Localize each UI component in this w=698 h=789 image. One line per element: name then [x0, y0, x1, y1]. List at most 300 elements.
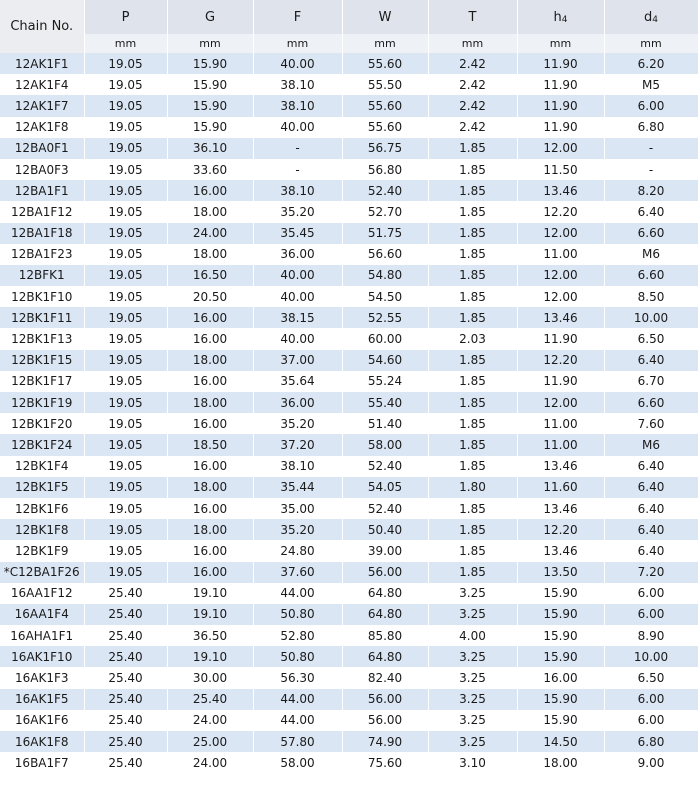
table-cell: 6.80 — [604, 731, 698, 752]
table-cell: 16.00 — [167, 413, 253, 434]
table-cell: 14.50 — [517, 731, 604, 752]
table-cell: 19.05 — [84, 159, 167, 180]
table-cell: 55.60 — [342, 95, 428, 116]
chain-no-cell: 12AK1F7 — [0, 95, 84, 116]
table-cell: 38.10 — [253, 74, 342, 95]
table-row — [0, 328, 698, 349]
table-cell: 11.00 — [517, 413, 604, 434]
chain-no-cell: 16AK1F6 — [0, 710, 84, 731]
table-cell: 55.40 — [342, 392, 428, 413]
table-cell: 35.45 — [253, 223, 342, 244]
table-cell: 9.00 — [604, 752, 698, 773]
column-header — [604, 0, 698, 34]
table-cell: 19.05 — [84, 456, 167, 477]
table-row — [0, 667, 698, 688]
table-cell: 1.85 — [428, 244, 517, 265]
chain-no-cell: 12BK1F15 — [0, 350, 84, 371]
table-row — [0, 201, 698, 222]
table-cell: 75.60 — [342, 752, 428, 773]
chain-no-cell: 12BK1F8 — [0, 519, 84, 540]
table-cell: 8.50 — [604, 286, 698, 307]
chain-no-cell: 12BK1F9 — [0, 540, 84, 561]
table-cell: 56.80 — [342, 159, 428, 180]
table-cell: 38.10 — [253, 456, 342, 477]
table-cell: 19.10 — [167, 646, 253, 667]
table-cell: 6.70 — [604, 371, 698, 392]
table-row — [0, 731, 698, 752]
table-cell: 25.40 — [84, 646, 167, 667]
table-cell: 3.25 — [428, 731, 517, 752]
column-label: F — [293, 9, 302, 25]
table-cell: 52.40 — [342, 498, 428, 519]
table-cell: 35.20 — [253, 413, 342, 434]
table-cell: 1.85 — [428, 371, 517, 392]
table-cell: 35.20 — [253, 201, 342, 222]
table-cell: 2.42 — [428, 117, 517, 138]
table-cell: 19.05 — [84, 201, 167, 222]
column-header — [253, 0, 342, 34]
table-cell: 7.20 — [604, 562, 698, 583]
table-cell: 6.50 — [604, 328, 698, 349]
table-row — [0, 244, 698, 265]
table-cell: 18.50 — [167, 434, 253, 455]
chain-no-cell: 16AK1F8 — [0, 731, 84, 752]
table-row — [0, 604, 698, 625]
table-cell: 1.80 — [428, 477, 517, 498]
table-cell: 3.25 — [428, 667, 517, 688]
table-cell: 50.80 — [253, 604, 342, 625]
table-cell: 25.00 — [167, 731, 253, 752]
table-cell: 19.05 — [84, 117, 167, 138]
table-cell: 6.00 — [604, 689, 698, 710]
table-row — [0, 223, 698, 244]
table-cell: 19.05 — [84, 498, 167, 519]
chain-no-cell: 12BK1F20 — [0, 413, 84, 434]
table-row — [0, 117, 698, 138]
table-cell: 58.00 — [253, 752, 342, 773]
column-unit: mm — [342, 34, 428, 53]
column-header — [517, 0, 604, 34]
table-cell: 3.25 — [428, 710, 517, 731]
table-cell: 1.85 — [428, 434, 517, 455]
table-row — [0, 371, 698, 392]
table-cell: 44.00 — [253, 710, 342, 731]
table-cell: 13.46 — [517, 307, 604, 328]
table-cell: 12.20 — [517, 519, 604, 540]
table-cell: M5 — [604, 74, 698, 95]
table-cell: 13.46 — [517, 540, 604, 561]
table-cell: 51.40 — [342, 413, 428, 434]
table-cell: 13.50 — [517, 562, 604, 583]
table-cell: 58.00 — [342, 434, 428, 455]
chain-no-cell: 12BA0F1 — [0, 138, 84, 159]
chain-no-cell: 12BK1F17 — [0, 371, 84, 392]
table-cell: 12.00 — [517, 265, 604, 286]
table-cell: 85.80 — [342, 625, 428, 646]
table-cell: 8.90 — [604, 625, 698, 646]
column-unit: mm — [167, 34, 253, 53]
table-cell: 11.90 — [517, 53, 604, 74]
chain-no-cell: 16BA1F7 — [0, 752, 84, 773]
table-cell: 25.40 — [84, 583, 167, 604]
table-cell: - — [604, 138, 698, 159]
table-cell: 56.00 — [342, 562, 428, 583]
table-cell: - — [604, 159, 698, 180]
table-cell: 6.40 — [604, 477, 698, 498]
table-cell: 40.00 — [253, 328, 342, 349]
table-cell: 16.00 — [167, 540, 253, 561]
table-cell: 6.00 — [604, 710, 698, 731]
table-cell: 16.00 — [517, 667, 604, 688]
column-header — [428, 0, 517, 34]
table-cell: 1.85 — [428, 456, 517, 477]
table-cell: 1.85 — [428, 413, 517, 434]
table-cell: 6.20 — [604, 53, 698, 74]
column-label: h — [553, 9, 562, 25]
chain-no-cell: 16AA1F12 — [0, 583, 84, 604]
table-row — [0, 434, 698, 455]
chain-no-cell: 16AK1F5 — [0, 689, 84, 710]
table-cell: 6.40 — [604, 540, 698, 561]
table-cell: 11.90 — [517, 74, 604, 95]
table-cell: 16.00 — [167, 498, 253, 519]
table-cell: 24.80 — [253, 540, 342, 561]
table-cell: 2.42 — [428, 53, 517, 74]
table-cell: 55.24 — [342, 371, 428, 392]
table-cell: 6.00 — [604, 95, 698, 116]
table-row — [0, 286, 698, 307]
table-cell: 25.40 — [167, 689, 253, 710]
table-cell: 1.85 — [428, 307, 517, 328]
table-cell: 55.50 — [342, 74, 428, 95]
table-cell: 11.90 — [517, 371, 604, 392]
table-row — [0, 583, 698, 604]
table-row — [0, 392, 698, 413]
column-label: d — [644, 9, 653, 25]
table-cell: 19.05 — [84, 223, 167, 244]
table-cell: 50.80 — [253, 646, 342, 667]
column-unit: mm — [428, 34, 517, 53]
table-cell: 11.60 — [517, 477, 604, 498]
table-cell: 19.05 — [84, 519, 167, 540]
table-cell: 11.50 — [517, 159, 604, 180]
table-row — [0, 413, 698, 434]
table-row — [0, 265, 698, 286]
chain-no-cell: 16AHA1F1 — [0, 625, 84, 646]
table-cell: 39.00 — [342, 540, 428, 561]
table-cell: 11.90 — [517, 95, 604, 116]
table-cell: M6 — [604, 244, 698, 265]
column-label-subscript: 4 — [652, 14, 658, 25]
table-cell: 18.00 — [167, 477, 253, 498]
table-cell: 16.00 — [167, 328, 253, 349]
table-cell: 6.00 — [604, 583, 698, 604]
table-row — [0, 180, 698, 201]
table-cell: 56.00 — [342, 689, 428, 710]
table-cell: 52.40 — [342, 456, 428, 477]
table-body — [0, 53, 698, 773]
table-cell: 52.40 — [342, 180, 428, 201]
table-cell: 13.46 — [517, 498, 604, 519]
chain-no-cell: 12BA0F3 — [0, 159, 84, 180]
chain-no-cell: 12BK1F24 — [0, 434, 84, 455]
chain-no-cell: 12BA1F23 — [0, 244, 84, 265]
table-cell: 36.00 — [253, 392, 342, 413]
column-header — [342, 0, 428, 34]
table-cell: 56.60 — [342, 244, 428, 265]
table-row — [0, 752, 698, 773]
table-cell: 6.40 — [604, 456, 698, 477]
table-cell: 12.00 — [517, 392, 604, 413]
column-unit: mm — [517, 34, 604, 53]
table-cell: 16.00 — [167, 562, 253, 583]
chain-no-cell: 12BA1F18 — [0, 223, 84, 244]
table-cell: 3.25 — [428, 689, 517, 710]
table-cell: 12.20 — [517, 350, 604, 371]
table-cell: 19.05 — [84, 307, 167, 328]
table-cell: 54.50 — [342, 286, 428, 307]
table-cell: 3.25 — [428, 646, 517, 667]
table-cell: 10.00 — [604, 307, 698, 328]
table-cell: 6.60 — [604, 392, 698, 413]
table-row — [0, 540, 698, 561]
table-cell: 10.00 — [604, 646, 698, 667]
table-row — [0, 307, 698, 328]
table-cell: 25.40 — [84, 604, 167, 625]
table-cell: 19.05 — [84, 74, 167, 95]
table-cell: 55.60 — [342, 117, 428, 138]
column-unit: mm — [253, 34, 342, 53]
chain-no-cell: 12BK1F19 — [0, 392, 84, 413]
table-cell: 1.85 — [428, 138, 517, 159]
table-cell: 2.03 — [428, 328, 517, 349]
table-cell: 50.40 — [342, 519, 428, 540]
table-cell: 20.50 — [167, 286, 253, 307]
table-cell: 2.42 — [428, 74, 517, 95]
table-cell: 1.85 — [428, 540, 517, 561]
chain-no-cell: 12BK1F10 — [0, 286, 84, 307]
table-cell: 19.05 — [84, 350, 167, 371]
table-cell: 19.05 — [84, 413, 167, 434]
table-cell: 54.80 — [342, 265, 428, 286]
table-cell: 56.00 — [342, 710, 428, 731]
table-cell: 44.00 — [253, 583, 342, 604]
chain-no-header: Chain No. — [0, 0, 84, 53]
table-cell: 25.40 — [84, 667, 167, 688]
table-cell: 2.42 — [428, 95, 517, 116]
table-cell: 56.30 — [253, 667, 342, 688]
table-cell: 15.90 — [517, 646, 604, 667]
table-cell: 6.40 — [604, 519, 698, 540]
table-cell: 1.85 — [428, 223, 517, 244]
table-cell: 6.40 — [604, 201, 698, 222]
table-row — [0, 646, 698, 667]
chain-no-cell: 12BK1F13 — [0, 328, 84, 349]
table-row — [0, 710, 698, 731]
table-cell: 18.00 — [517, 752, 604, 773]
table-cell: 19.05 — [84, 138, 167, 159]
table-cell: 18.00 — [167, 392, 253, 413]
chain-no-cell: 12BK1F4 — [0, 456, 84, 477]
table-cell: 82.40 — [342, 667, 428, 688]
table-cell: 1.85 — [428, 180, 517, 201]
chain-no-cell: 12AK1F8 — [0, 117, 84, 138]
table-cell: 19.10 — [167, 604, 253, 625]
table-cell: 57.80 — [253, 731, 342, 752]
table-cell: 25.40 — [84, 625, 167, 646]
chain-no-cell: 12BA1F12 — [0, 201, 84, 222]
table-row — [0, 456, 698, 477]
table-cell: 4.00 — [428, 625, 517, 646]
table-cell: 13.46 — [517, 456, 604, 477]
table-cell: 16.00 — [167, 307, 253, 328]
table-cell: 52.80 — [253, 625, 342, 646]
table-cell: 35.44 — [253, 477, 342, 498]
table-cell: 15.90 — [517, 604, 604, 625]
table-cell: 19.05 — [84, 477, 167, 498]
table-row — [0, 350, 698, 371]
table-cell: 19.05 — [84, 180, 167, 201]
table-cell: 35.64 — [253, 371, 342, 392]
table-cell: 18.00 — [167, 201, 253, 222]
table-cell: 1.85 — [428, 159, 517, 180]
table-cell: 38.15 — [253, 307, 342, 328]
table-cell: 11.90 — [517, 328, 604, 349]
table-row — [0, 498, 698, 519]
table-cell: 64.80 — [342, 583, 428, 604]
table-cell: 12.00 — [517, 223, 604, 244]
table-cell: 40.00 — [253, 117, 342, 138]
chain-no-cell: 16AK1F10 — [0, 646, 84, 667]
table-cell: 40.00 — [253, 265, 342, 286]
table-cell: 6.80 — [604, 117, 698, 138]
table-cell: 25.40 — [84, 731, 167, 752]
chain-no-cell: 12AK1F1 — [0, 53, 84, 74]
table-cell: 64.80 — [342, 604, 428, 625]
table-cell: 11.00 — [517, 244, 604, 265]
table-cell: 74.90 — [342, 731, 428, 752]
table-cell: M6 — [604, 434, 698, 455]
table-cell: 35.20 — [253, 519, 342, 540]
table-row — [0, 138, 698, 159]
table-cell: 6.40 — [604, 498, 698, 519]
table-cell: 6.00 — [604, 604, 698, 625]
table-cell: 19.05 — [84, 371, 167, 392]
table-row — [0, 53, 698, 74]
table-cell: 19.10 — [167, 583, 253, 604]
table-cell: 37.60 — [253, 562, 342, 583]
table-cell: 3.25 — [428, 583, 517, 604]
table-row — [0, 519, 698, 540]
table-cell: 38.10 — [253, 180, 342, 201]
table-cell: 18.00 — [167, 350, 253, 371]
table-cell: 18.00 — [167, 519, 253, 540]
table-cell: 54.60 — [342, 350, 428, 371]
table-cell: 52.55 — [342, 307, 428, 328]
table-cell: 19.05 — [84, 328, 167, 349]
column-label: G — [204, 9, 216, 25]
table-cell: 19.05 — [84, 265, 167, 286]
table-cell: 19.05 — [84, 53, 167, 74]
table-cell: 15.90 — [167, 53, 253, 74]
table-cell: 36.50 — [167, 625, 253, 646]
column-label: W — [378, 9, 392, 25]
table-cell: 15.90 — [517, 710, 604, 731]
table-cell: 40.00 — [253, 53, 342, 74]
table-cell: - — [253, 159, 342, 180]
column-label: P — [121, 9, 130, 25]
table-cell: 52.70 — [342, 201, 428, 222]
table-cell: 12.00 — [517, 138, 604, 159]
table-cell: 6.50 — [604, 667, 698, 688]
table-cell: 13.46 — [517, 180, 604, 201]
table-cell: 11.90 — [517, 117, 604, 138]
table-cell: 56.75 — [342, 138, 428, 159]
column-unit: mm — [84, 34, 167, 53]
table-cell: 12.00 — [517, 286, 604, 307]
table-cell: 19.05 — [84, 562, 167, 583]
table-cell: 25.40 — [84, 752, 167, 773]
table-cell: 15.90 — [517, 625, 604, 646]
table-cell: 1.85 — [428, 201, 517, 222]
table-cell: 1.85 — [428, 562, 517, 583]
table-cell: 15.90 — [167, 117, 253, 138]
table-cell: 30.00 — [167, 667, 253, 688]
chain-no-cell: 12BA1F1 — [0, 180, 84, 201]
table-cell: 11.00 — [517, 434, 604, 455]
table-cell: 6.60 — [604, 223, 698, 244]
table-cell: 1.85 — [428, 265, 517, 286]
table-cell: 19.05 — [84, 540, 167, 561]
table-cell: 25.40 — [84, 689, 167, 710]
column-label: T — [468, 9, 477, 25]
table-cell: 37.00 — [253, 350, 342, 371]
table-cell: 55.60 — [342, 53, 428, 74]
table-cell: 1.85 — [428, 392, 517, 413]
table-cell: 18.00 — [167, 244, 253, 265]
table-cell: 15.90 — [517, 583, 604, 604]
table-row — [0, 74, 698, 95]
table-cell: 24.00 — [167, 710, 253, 731]
table-cell: 1.85 — [428, 350, 517, 371]
table-cell: 15.90 — [167, 95, 253, 116]
table-cell: 44.00 — [253, 689, 342, 710]
table-cell: 54.05 — [342, 477, 428, 498]
column-unit: mm — [604, 34, 698, 53]
table-header — [0, 0, 698, 53]
table-cell: 16.00 — [167, 180, 253, 201]
chain-no-cell: 12BK1F6 — [0, 498, 84, 519]
table-cell: 3.25 — [428, 604, 517, 625]
table-cell: 64.80 — [342, 646, 428, 667]
table-cell: 38.10 — [253, 95, 342, 116]
chain-no-cell: 12BK1F5 — [0, 477, 84, 498]
table-cell: 6.60 — [604, 265, 698, 286]
table-cell: 3.10 — [428, 752, 517, 773]
table-cell: 1.85 — [428, 498, 517, 519]
table-cell: 19.05 — [84, 286, 167, 307]
table-cell: 33.60 — [167, 159, 253, 180]
chain-no-cell: 16AK1F3 — [0, 667, 84, 688]
table-cell: 12.20 — [517, 201, 604, 222]
table-row — [0, 159, 698, 180]
chain-no-cell: 12AK1F4 — [0, 74, 84, 95]
table-cell: 25.40 — [84, 710, 167, 731]
table-cell: 24.00 — [167, 752, 253, 773]
table-cell: 6.40 — [604, 350, 698, 371]
table-cell: 51.75 — [342, 223, 428, 244]
table-cell: 1.85 — [428, 519, 517, 540]
